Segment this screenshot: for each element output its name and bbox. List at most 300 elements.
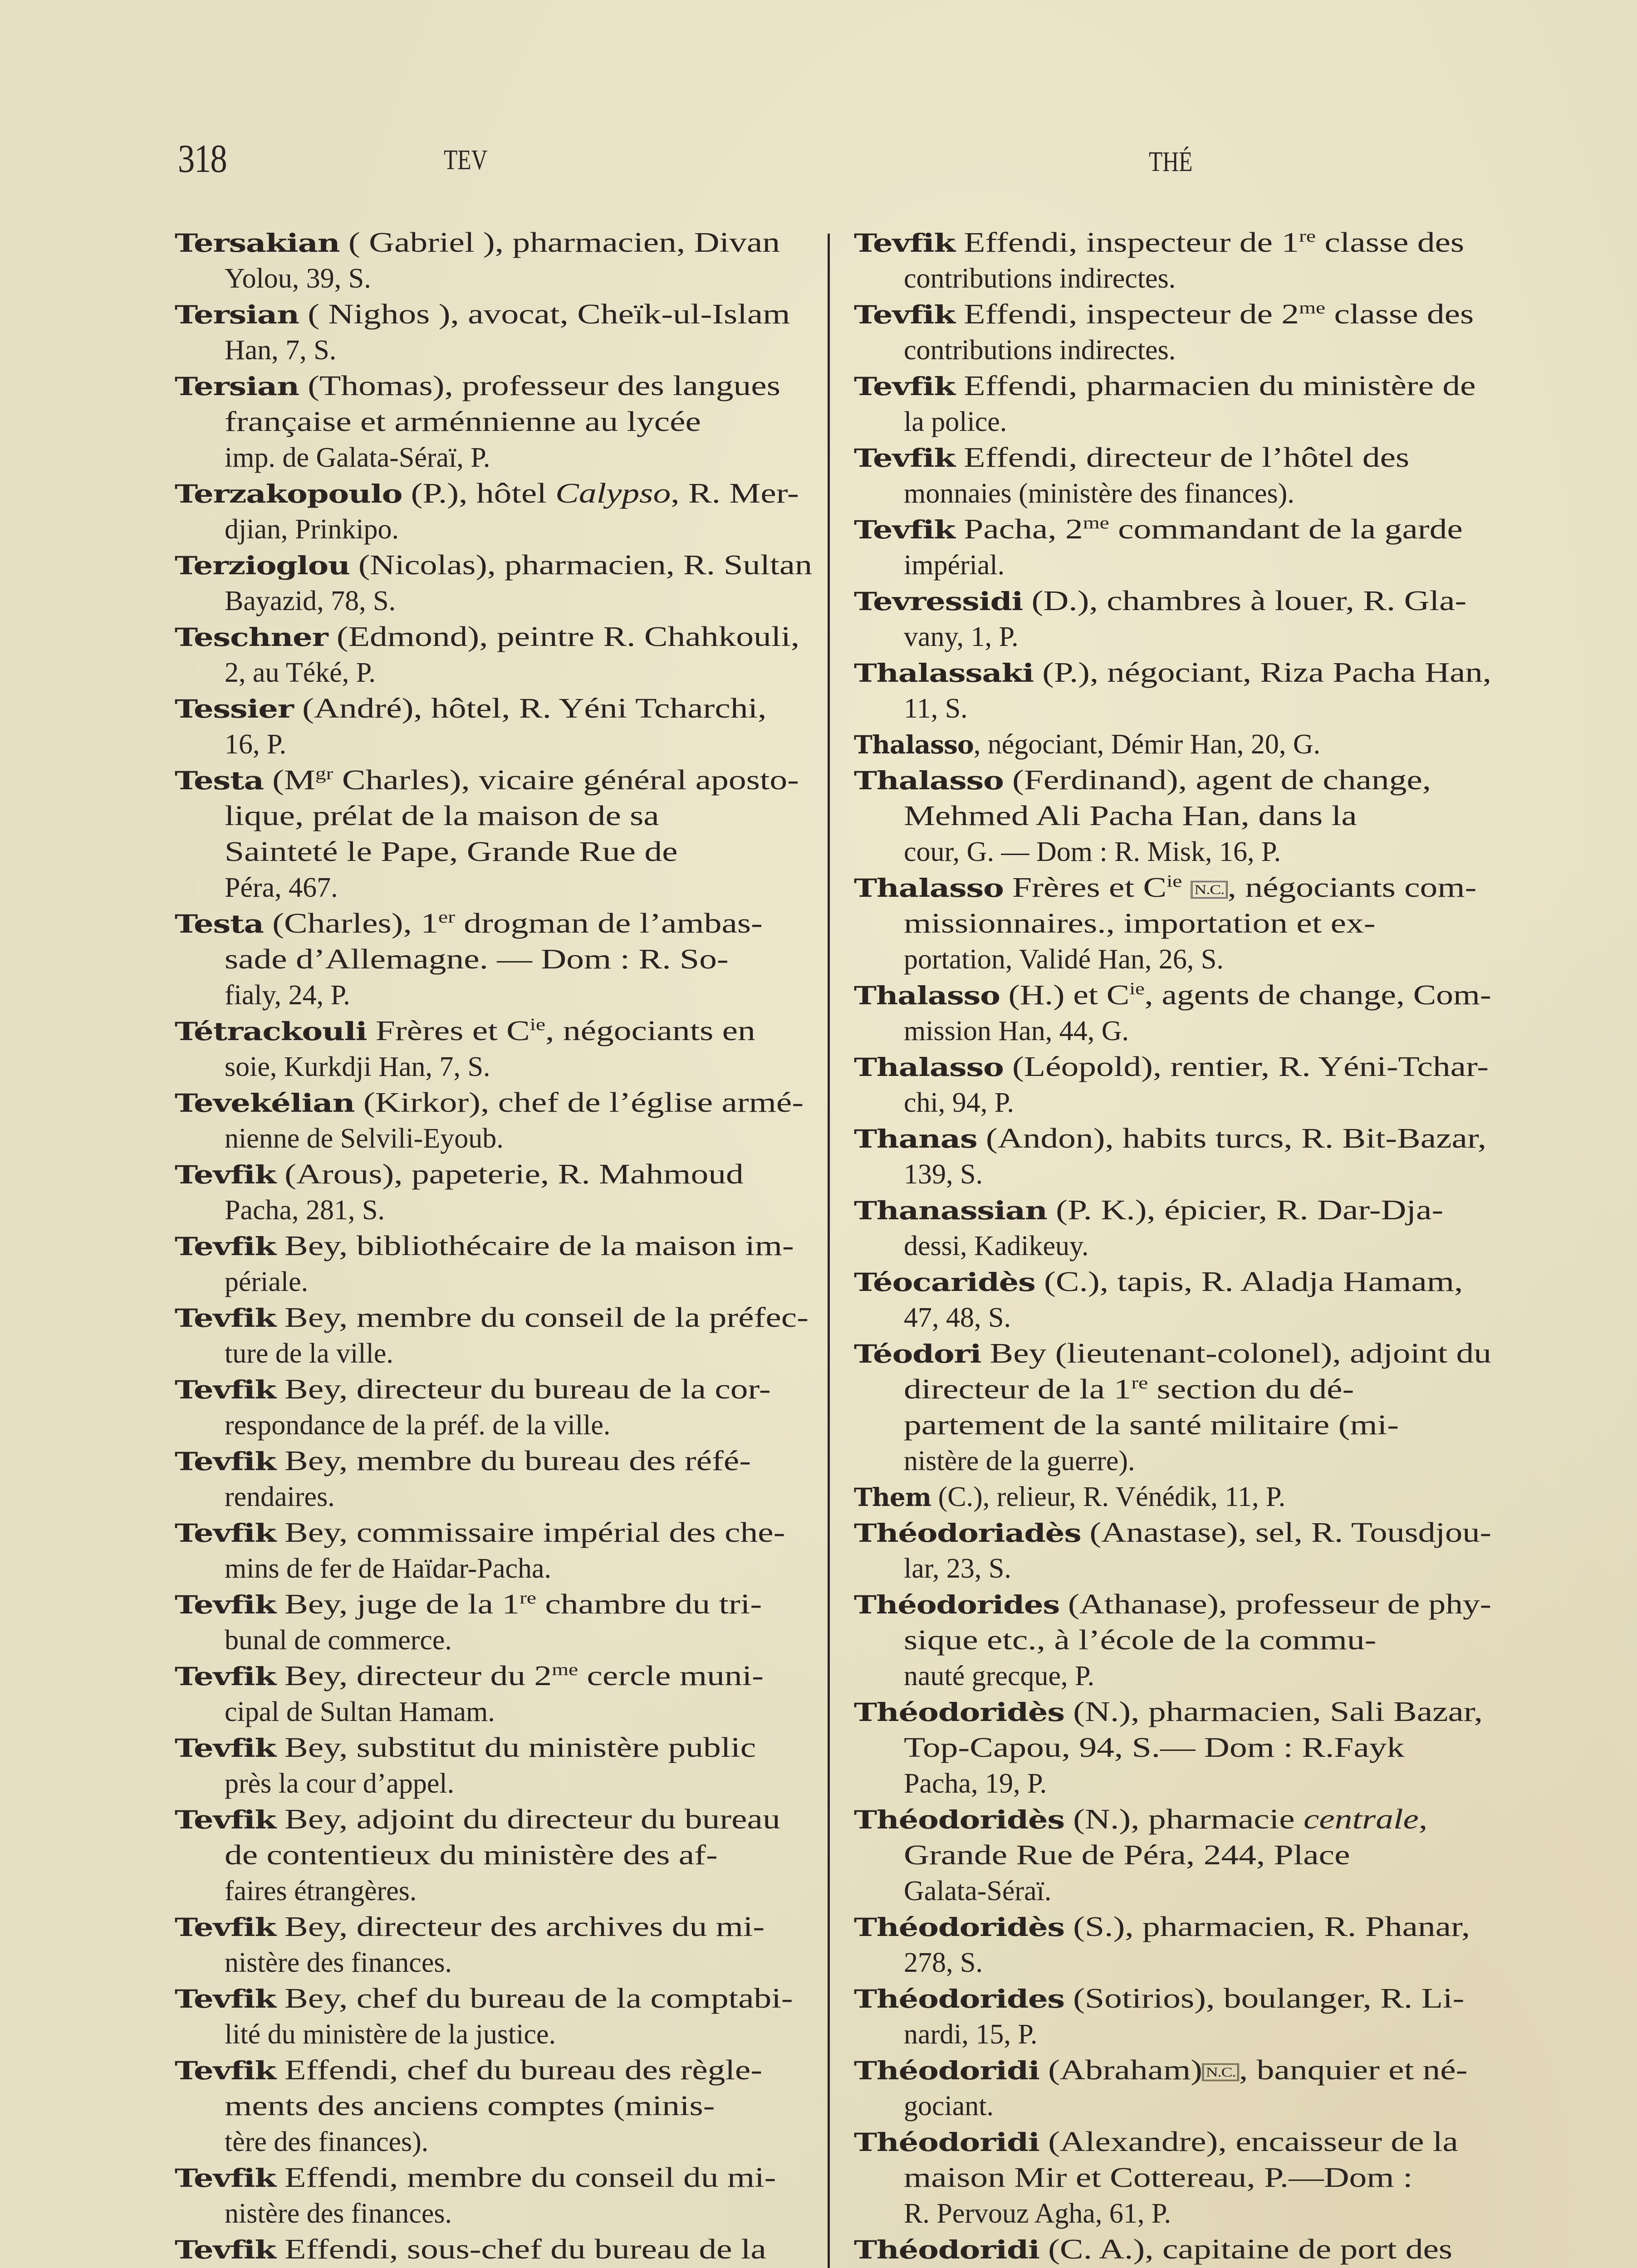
entry-first-line bbox=[854, 1802, 1491, 1838]
line-text bbox=[175, 476, 799, 512]
entry-text: (Nicolas), pharmacien, R. Sultan bbox=[349, 550, 812, 581]
line-text bbox=[904, 691, 968, 727]
line-text bbox=[175, 1515, 785, 1551]
entry-text: soie, Kurkdji Han, 7, S. bbox=[225, 1051, 490, 1082]
entry-name: Théodoridès bbox=[854, 1912, 1064, 1942]
entry-first-line bbox=[854, 1981, 1491, 2017]
line-text bbox=[175, 1981, 793, 2017]
entry-text: nienne de Selvili-Eyoub. bbox=[225, 1123, 504, 1154]
entry-continuation-line bbox=[175, 2017, 812, 2053]
entry-name: Théodoriadès bbox=[854, 1518, 1081, 1548]
entry-name: Tevfik bbox=[175, 1662, 276, 1691]
entry-first-line bbox=[854, 1336, 1491, 1372]
entry-text: Effendi, inspecteur de 2 bbox=[955, 299, 1299, 330]
entry-continuation-line bbox=[854, 1658, 1491, 1694]
line-text bbox=[225, 798, 659, 834]
entry-name: Tevfik bbox=[175, 1232, 276, 1261]
line-text bbox=[175, 1157, 744, 1193]
entry-name: Tevfik bbox=[854, 443, 955, 473]
entry-text: Bey, chef du bureau de la comptabi- bbox=[275, 1983, 793, 2014]
entry-text: fialy, 24, P. bbox=[225, 980, 350, 1011]
entry-name: Tevfik bbox=[175, 1733, 276, 1763]
line-text bbox=[854, 583, 1466, 619]
entry-continuation-line bbox=[854, 1408, 1491, 1443]
entry-text: missionnaires., importation et ex- bbox=[904, 908, 1376, 939]
line-text bbox=[225, 655, 376, 691]
entry-text: ( Gabriel ), pharmacien, Divan bbox=[339, 227, 780, 258]
entry-continuation-line bbox=[854, 1300, 1491, 1336]
line-text bbox=[854, 225, 1464, 261]
entry-first-line bbox=[175, 619, 812, 655]
entry-text: Effendi, directeur de l’hôtel des bbox=[955, 442, 1410, 473]
entry-first-line bbox=[175, 297, 812, 332]
entry-text: (Abraham) bbox=[1039, 2055, 1203, 2086]
line-text bbox=[175, 1085, 804, 1121]
entry-first-line bbox=[854, 1193, 1491, 1228]
entry-first-line bbox=[175, 1515, 812, 1551]
entry-name: Thalassaki bbox=[854, 658, 1034, 688]
entry-continuation-line bbox=[175, 978, 812, 1013]
entry-continuation-line bbox=[175, 1121, 812, 1157]
entry-name: Tevfik bbox=[175, 1805, 276, 1834]
superscript: gr bbox=[315, 764, 333, 783]
line-text bbox=[854, 1694, 1483, 1730]
entry-name: Tevfik bbox=[854, 228, 955, 258]
entry-text: Sainteté le Pape, Grande Rue de bbox=[225, 836, 678, 867]
entry-name: Tevfik bbox=[854, 515, 955, 544]
entry-continuation-line bbox=[175, 2196, 812, 2232]
entry-name: Thalasso bbox=[854, 873, 1004, 903]
entry-text: (Kirkor), chef de l’église armé- bbox=[354, 1087, 804, 1118]
entry-continuation-line bbox=[175, 870, 812, 906]
entry-first-line bbox=[175, 1300, 812, 1336]
entry-continuation-line bbox=[175, 1945, 812, 1981]
superscript: me bbox=[1083, 513, 1109, 533]
entry-text: cercle muni- bbox=[578, 1661, 764, 1691]
entry-first-line bbox=[854, 297, 1491, 332]
line-text bbox=[225, 512, 399, 547]
entry-name: Tevfik bbox=[175, 1447, 276, 1476]
entry-text: nistère des finances. bbox=[225, 2198, 452, 2229]
entry-text: (D.), chambres à louer, R. Gla- bbox=[1023, 586, 1467, 616]
entry-name: Tersian bbox=[175, 371, 299, 401]
line-text bbox=[225, 1694, 495, 1730]
entry-continuation-line bbox=[175, 404, 812, 440]
line-text bbox=[225, 2088, 715, 2124]
entry-text: (Ferdinand), agent de change, bbox=[1003, 765, 1431, 796]
entry-name: Tersakian bbox=[175, 228, 340, 258]
entry-text: Yolou, 39, S. bbox=[225, 263, 371, 294]
entry-name: Testa bbox=[175, 766, 264, 795]
line-text bbox=[854, 727, 1320, 763]
line-text bbox=[854, 2232, 1452, 2268]
entry-name: Tevfik bbox=[175, 2056, 276, 2085]
entry-text: Bey, membre du bureau des réfé- bbox=[275, 1446, 751, 1476]
entry-text: nistère de la guerre). bbox=[904, 1446, 1135, 1476]
line-text bbox=[225, 2017, 556, 2053]
line-text bbox=[854, 978, 1491, 1013]
entry-text: Bey (lieutenant-colonel), adjoint du bbox=[981, 1338, 1491, 1369]
line-text bbox=[225, 1049, 490, 1085]
entry-continuation-line bbox=[854, 942, 1491, 978]
entry-text: imp. de Galata-Séraï, P. bbox=[225, 442, 490, 473]
line-text bbox=[904, 1623, 1376, 1658]
line-text bbox=[225, 1479, 335, 1515]
line-text bbox=[175, 547, 812, 583]
column-divider bbox=[828, 234, 830, 2268]
entry-continuation-line bbox=[175, 1694, 812, 1730]
entry-first-line bbox=[175, 1013, 812, 1049]
entry-name: Tessier bbox=[175, 694, 294, 723]
line-text bbox=[854, 2053, 1467, 2088]
entry-first-line bbox=[175, 1085, 812, 1121]
line-text bbox=[225, 1838, 718, 1873]
entry-name: Théodorides bbox=[854, 1984, 1064, 2014]
entry-text: gociant. bbox=[904, 2091, 994, 2121]
entry-continuation-line bbox=[175, 942, 812, 978]
entry-first-line bbox=[175, 691, 812, 727]
entry-text: (Thomas), professeur des langues bbox=[299, 371, 780, 401]
entry-first-line bbox=[175, 368, 812, 404]
entry-name: Tevfik bbox=[854, 300, 955, 329]
entry-first-line bbox=[175, 1228, 812, 1264]
entry-text: Effendi, pharmacien du ministère de bbox=[955, 371, 1476, 401]
entry-text: maison Mir et Cottereau, P.—Dom : bbox=[904, 2162, 1413, 2193]
line-text bbox=[225, 1121, 504, 1157]
line-text bbox=[904, 619, 1019, 655]
line-text bbox=[904, 404, 1007, 440]
entry-name: Théodoridi bbox=[854, 2127, 1039, 2157]
entry-text: lité du ministère de la justice. bbox=[225, 2019, 556, 2050]
entry-text: 2, au Téké, P. bbox=[225, 657, 376, 688]
entry-text: Péra, 467. bbox=[225, 872, 338, 903]
line-text bbox=[904, 798, 1357, 834]
entry-first-line bbox=[175, 1587, 812, 1623]
line-text bbox=[854, 763, 1431, 798]
entry-text: chi, 94, P. bbox=[904, 1087, 1014, 1118]
entry-name: Testa bbox=[175, 909, 264, 938]
entry-text: , banquier et né- bbox=[1239, 2055, 1468, 2086]
entry-continuation-line bbox=[854, 1623, 1491, 1658]
line-text bbox=[175, 906, 763, 942]
entry-continuation-line bbox=[854, 1873, 1491, 1909]
entry-text: Bayazid, 78, S. bbox=[225, 586, 396, 616]
line-text bbox=[225, 583, 396, 619]
line-text bbox=[904, 1945, 983, 1981]
entry-first-line bbox=[854, 440, 1491, 476]
entry-continuation-line bbox=[175, 798, 812, 834]
line-text bbox=[225, 1551, 551, 1587]
entry-first-line bbox=[175, 1981, 812, 2017]
entry-first-line bbox=[175, 2232, 812, 2268]
entry-first-line bbox=[854, 978, 1491, 1013]
line-text bbox=[854, 1981, 1464, 2017]
entry-text: partement de la santé militaire (mi- bbox=[904, 1410, 1399, 1441]
line-text bbox=[175, 2053, 762, 2088]
entry-continuation-line bbox=[854, 2017, 1491, 2053]
entry-text: Bey, adjoint du directeur du bureau bbox=[275, 1804, 780, 1835]
entry-text: près la cour d’appel. bbox=[225, 1768, 455, 1799]
entry-continuation-line bbox=[175, 1766, 812, 1802]
entry-continuation-line bbox=[854, 1838, 1491, 1873]
entry-text: portation, Validé Han, 26, S. bbox=[904, 944, 1224, 975]
line-text bbox=[225, 1264, 308, 1300]
line-text bbox=[175, 1587, 762, 1623]
entry-text: française et arménnienne au lycée bbox=[225, 406, 701, 437]
line-text bbox=[904, 2196, 1171, 2232]
line-text bbox=[175, 691, 766, 727]
entry-first-line bbox=[175, 1443, 812, 1479]
entry-text: lar, 23, S. bbox=[904, 1553, 1011, 1584]
entry-text: sique etc., à l’école de la commu- bbox=[904, 1625, 1377, 1656]
entry-text: Frères et C bbox=[367, 1016, 530, 1046]
entry-text: section du dé- bbox=[1148, 1374, 1354, 1405]
entry-text: 47, 48, S. bbox=[904, 1302, 1011, 1333]
line-text bbox=[904, 1766, 1047, 1802]
entry-text: (H.) et C bbox=[1000, 980, 1130, 1011]
entry-continuation-line bbox=[854, 1372, 1491, 1408]
line-text bbox=[904, 547, 1005, 583]
entry-text: (N.), pharmacien, Sali Bazar, bbox=[1064, 1696, 1483, 1727]
entry-name: Thalasso bbox=[854, 1052, 1004, 1082]
entry-first-line bbox=[854, 1587, 1491, 1623]
line-text bbox=[904, 1085, 1014, 1121]
entry-continuation-line bbox=[175, 1479, 812, 1515]
entry-text: (Arous), papeterie, R. Mahmoud bbox=[275, 1159, 744, 1190]
entry-text: Pacha, 281, S. bbox=[225, 1195, 385, 1226]
entry-first-line bbox=[854, 2232, 1491, 2268]
entry-name: Théodoridi bbox=[854, 2056, 1039, 2085]
entry-continuation-line bbox=[175, 655, 812, 691]
superscript: me bbox=[552, 1660, 578, 1679]
entry-continuation-line bbox=[854, 2160, 1491, 2196]
entry-continuation-line bbox=[854, 1730, 1491, 1766]
line-text bbox=[904, 332, 1176, 368]
entry-continuation-line bbox=[175, 1873, 812, 1909]
entry-first-line bbox=[854, 1694, 1491, 1730]
entry-continuation-line bbox=[175, 1838, 812, 1873]
line-text bbox=[225, 834, 678, 870]
entry-text: Han, 7, S. bbox=[225, 335, 337, 366]
entry-text: ( Nighos ), avocat, Cheïk-ul-Islam bbox=[299, 299, 790, 330]
entry-text: classe des bbox=[1315, 227, 1465, 258]
entry-text: (P.), négociant, Riza Pacha Han, bbox=[1034, 657, 1491, 688]
entry-first-line bbox=[854, 655, 1491, 691]
entry-text: Bey, directeur des archives du mi- bbox=[275, 1911, 765, 1942]
entry-first-line bbox=[175, 1730, 812, 1766]
line-text bbox=[225, 1766, 454, 1802]
entry-name: Tevfik bbox=[175, 1160, 276, 1189]
entry-text: , bbox=[1418, 1804, 1428, 1835]
entry-first-line bbox=[854, 763, 1491, 798]
line-text bbox=[225, 978, 350, 1013]
line-text bbox=[225, 1623, 452, 1658]
column-right bbox=[854, 225, 1491, 2268]
line-text bbox=[175, 1730, 756, 1766]
entry-text: Bey, bibliothécaire de la maison im- bbox=[275, 1231, 794, 1261]
entry-first-line bbox=[175, 225, 812, 261]
italic-text: Calypso bbox=[555, 478, 671, 509]
entry-continuation-line bbox=[175, 727, 812, 763]
line-text bbox=[854, 655, 1491, 691]
line-text bbox=[854, 1479, 1285, 1515]
entry-text: (C.), tapis, R. Aladja Hamam, bbox=[1035, 1266, 1463, 1297]
entry-name: Tevfik bbox=[175, 1912, 276, 1942]
entry-continuation-line bbox=[175, 1408, 812, 1443]
entry-name: Tevfik bbox=[175, 2163, 276, 2193]
entry-text: vany, 1, P. bbox=[904, 621, 1019, 652]
line-text bbox=[904, 1157, 983, 1193]
entry-first-line bbox=[175, 906, 812, 942]
entry-continuation-line bbox=[854, 1013, 1491, 1049]
line-text bbox=[854, 1802, 1427, 1838]
line-text bbox=[904, 1228, 1089, 1264]
entry-text: (C.), relieur, R. Vénédik, 11, P. bbox=[931, 1481, 1286, 1512]
line-text bbox=[225, 1408, 610, 1443]
line-text bbox=[854, 1909, 1470, 1945]
entry-name: Terzioglou bbox=[175, 551, 350, 580]
entry-text bbox=[1182, 872, 1191, 903]
superscript: ie bbox=[529, 1015, 546, 1034]
entry-text: (Alexandre), encaisseur de la bbox=[1039, 2126, 1458, 2157]
line-text bbox=[225, 870, 338, 906]
entry-name: Théodoridès bbox=[854, 1697, 1064, 1727]
entry-first-line bbox=[854, 225, 1491, 261]
entry-first-line bbox=[175, 1157, 812, 1193]
entry-text: Pacha, 2 bbox=[955, 514, 1083, 545]
line-text bbox=[854, 1515, 1491, 1551]
entry-text: rendaires. bbox=[225, 1481, 335, 1512]
entry-text: Bey, directeur du 2 bbox=[275, 1661, 552, 1691]
line-text bbox=[175, 619, 799, 655]
line-text bbox=[175, 297, 790, 332]
line-text bbox=[904, 261, 1176, 297]
entry-text: 16, P. bbox=[225, 729, 287, 760]
entry-text: nauté grecque, P. bbox=[904, 1661, 1095, 1691]
line-text bbox=[904, 1838, 1350, 1873]
entry-text: sade d’Allemagne. — Dom : R. So- bbox=[225, 944, 729, 975]
line-text bbox=[904, 1873, 1051, 1909]
entry-text: périale. bbox=[225, 1266, 309, 1297]
entry-name: Thalasso bbox=[854, 981, 1000, 1010]
line-text bbox=[175, 1909, 765, 1945]
line-text bbox=[904, 476, 1294, 512]
entry-text: Bey, substitut du ministère public bbox=[275, 1732, 756, 1763]
line-text bbox=[854, 1193, 1443, 1228]
superscript: ie bbox=[1166, 872, 1182, 891]
entry-name: Théodoridès bbox=[854, 1805, 1064, 1834]
entry-name: Téodori bbox=[854, 1339, 981, 1369]
line-text bbox=[225, 1945, 452, 1981]
line-text bbox=[225, 727, 286, 763]
entry-first-line bbox=[854, 2124, 1491, 2160]
entry-text: Grande Rue de Péra, 244, Place bbox=[904, 1840, 1350, 1871]
entry-text: de contentieux du ministère des af- bbox=[225, 1840, 718, 1871]
entry-continuation-line bbox=[854, 1157, 1491, 1193]
entry-text: (André), hôtel, R. Yéni Tcharchi, bbox=[293, 693, 767, 724]
entry-text: Effendi, sous-chef du bureau de la bbox=[275, 2234, 766, 2265]
entry-continuation-line bbox=[854, 1443, 1491, 1479]
entry-text: Pacha, 19, P. bbox=[904, 1768, 1047, 1799]
entry-text: Effendi, membre du conseil du mi- bbox=[275, 2162, 776, 2193]
entry-first-line bbox=[175, 476, 812, 512]
entry-text: (Charles), 1 bbox=[263, 908, 439, 939]
entry-name: Tevressidi bbox=[854, 587, 1023, 616]
superscript: ie bbox=[1129, 979, 1145, 998]
line-text bbox=[225, 2196, 452, 2232]
entry-name: Tevfik bbox=[175, 1984, 276, 2014]
entry-first-line bbox=[854, 368, 1491, 404]
entry-text: Bey, juge de la 1 bbox=[275, 1589, 520, 1620]
entry-text: dessi, Kadikeuy. bbox=[904, 1231, 1089, 1261]
entry-text: lique, prélat de la maison de sa bbox=[225, 801, 659, 831]
line-text bbox=[225, 261, 371, 297]
entry-continuation-line bbox=[175, 834, 812, 870]
nc-mark-icon: N.C. bbox=[1202, 2063, 1239, 2081]
entry-text: monnaies (ministère des finances). bbox=[904, 478, 1294, 509]
line-text bbox=[904, 1408, 1399, 1443]
line-text bbox=[904, 1730, 1404, 1766]
entry-first-line bbox=[175, 1909, 812, 1945]
line-text bbox=[904, 834, 1281, 870]
entry-continuation-line bbox=[175, 1551, 812, 1587]
line-text bbox=[854, 297, 1474, 332]
entry-continuation-line bbox=[175, 512, 812, 547]
entry-text: contributions indirectes. bbox=[904, 263, 1176, 294]
entry-name: Tevfik bbox=[175, 1590, 276, 1619]
entry-continuation-line bbox=[175, 583, 812, 619]
entry-text: Mehmed Ali Pacha Han, dans la bbox=[904, 801, 1357, 831]
line-text bbox=[175, 1372, 771, 1408]
entry-text: Effendi, chef du bureau des règle- bbox=[275, 2055, 763, 2086]
entry-continuation-line bbox=[854, 691, 1491, 727]
entry-continuation-line bbox=[175, 1049, 812, 1085]
entry-text: 139, S. bbox=[904, 1159, 983, 1190]
line-text bbox=[175, 368, 780, 404]
line-text bbox=[854, 512, 1463, 547]
entry-continuation-line bbox=[854, 261, 1491, 297]
line-text bbox=[175, 1802, 780, 1838]
entry-text: 278, S. bbox=[904, 1947, 983, 1978]
entry-continuation-line bbox=[854, 1766, 1491, 1802]
line-text bbox=[854, 1049, 1489, 1085]
entry-first-line bbox=[854, 512, 1491, 547]
entry-text: djian, Prinkipo. bbox=[225, 514, 399, 545]
entry-name: Théodoridi bbox=[854, 2235, 1039, 2264]
entry-text: Galata-Séraï. bbox=[904, 1876, 1052, 1906]
line-text bbox=[175, 2232, 766, 2268]
line-text bbox=[175, 763, 799, 798]
entry-text: Bey, commissaire impérial des che- bbox=[275, 1517, 785, 1548]
line-text bbox=[175, 1658, 764, 1694]
entry-text: (Léopold), rentier, R. Yéni-Tchar- bbox=[1003, 1051, 1489, 1082]
entry-first-line bbox=[854, 727, 1491, 763]
entry-continuation-line bbox=[175, 2088, 812, 2124]
entry-text: (Andon), habits turcs, R. Bit-Bazar, bbox=[977, 1123, 1487, 1154]
entry-continuation-line bbox=[854, 834, 1491, 870]
line-text bbox=[225, 404, 701, 440]
line-text bbox=[854, 1121, 1486, 1157]
entry-continuation-line bbox=[854, 1945, 1491, 1981]
entry-first-line bbox=[854, 1121, 1491, 1157]
entry-name: Téocaridès bbox=[854, 1267, 1035, 1297]
entry-text: (Sotirios), boulanger, R. Li- bbox=[1064, 1983, 1465, 2014]
line-text bbox=[904, 1658, 1094, 1694]
entry-continuation-line bbox=[175, 1623, 812, 1658]
entry-text: impérial. bbox=[904, 550, 1005, 581]
entry-text: (Athanase), professeur de phy- bbox=[1059, 1589, 1491, 1620]
entry-first-line bbox=[854, 1479, 1491, 1515]
